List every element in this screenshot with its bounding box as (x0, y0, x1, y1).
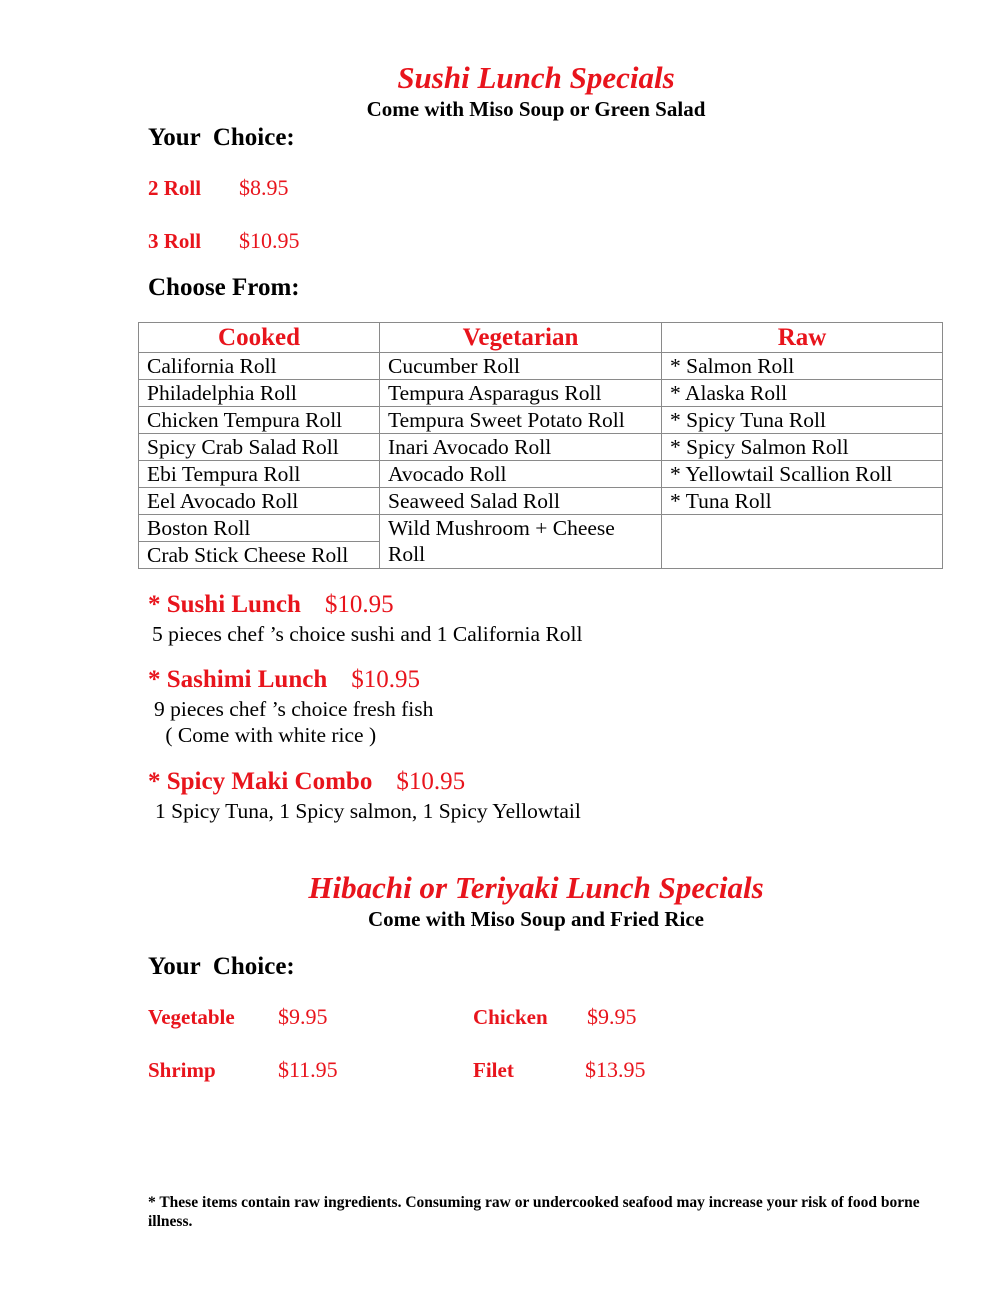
raw-item: * Alaska Roll (662, 380, 943, 407)
sushi-subtitle: Come with Miso Soup or Green Salad (366, 97, 706, 121)
raw-item: * Spicy Tuna Roll (662, 407, 943, 434)
cooked-item: Crab Stick Cheese Roll (139, 542, 380, 569)
cooked-item: Philadelphia Roll (139, 380, 380, 407)
price-label-vegetable: Vegetable (148, 1005, 235, 1029)
special-spicy-maki-combo (148, 768, 465, 796)
price-shrimp: $11.95 (278, 1057, 338, 1082)
special-price: $10.95 (351, 666, 420, 693)
price-label-3-roll: 3 Roll (148, 229, 202, 253)
table-header-row (139, 323, 943, 353)
price-label-filet: Filet (473, 1058, 514, 1082)
sushi-title: Sushi Lunch Specials (397, 60, 675, 95)
hibachi-choice-heading: Your Choice: (148, 953, 295, 980)
special-description-note: ( Come with white rice ) (160, 723, 377, 747)
table-row (139, 380, 943, 407)
hibachi-subtitle: Come with Miso Soup and Fried Rice (368, 907, 704, 931)
special-sashimi-lunch (148, 666, 420, 694)
cooked-item: Chicken Tempura Roll (139, 407, 380, 434)
special-name: * Sushi Lunch (148, 591, 301, 618)
raw-item: * Tuna Roll (662, 488, 943, 515)
raw-item: * Spicy Salmon Roll (662, 434, 943, 461)
table-row (139, 515, 943, 542)
vegetarian-item: Wild Mushroom + Cheese Roll (380, 515, 662, 569)
cooked-item: Spicy Crab Salad Roll (139, 434, 380, 461)
special-description: 1 Spicy Tuna, 1 Spicy salmon, 1 Spicy Yellowtail (155, 799, 581, 823)
vegetarian-item: Cucumber Roll (380, 353, 662, 380)
hibachi-title: Hibachi or Teriyaki Lunch Specials (308, 870, 764, 905)
special-price: $10.95 (396, 768, 466, 795)
table-row (139, 353, 943, 380)
vegetarian-item: Inari Avocado Roll (380, 434, 662, 461)
price-vegetable: $9.95 (278, 1004, 328, 1029)
roll-table (138, 322, 943, 569)
special-price: $10.95 (324, 591, 394, 618)
cooked-item: Eel Avocado Roll (139, 488, 380, 515)
raw-ingredients-footnote: * These items contain raw ingredients. Consuming raw or undercooked seafood may increase your risk of food borne illness. (148, 1194, 920, 1230)
price-3-roll: $10.95 (239, 228, 300, 253)
price-chicken: $9.95 (587, 1004, 637, 1029)
raw-empty-cell (662, 515, 943, 569)
price-2-roll: $8.95 (239, 175, 289, 200)
special-name: * Sashimi Lunch (148, 666, 328, 693)
table-row (139, 434, 943, 461)
column-header-vegetarian: Vegetarian (380, 323, 662, 353)
price-filet: $13.95 (585, 1057, 646, 1082)
raw-item: * Salmon Roll (662, 353, 943, 380)
choose-from-heading: Choose From: (148, 274, 300, 301)
vegetarian-item: Tempura Asparagus Roll (380, 380, 662, 407)
raw-item: * Yellowtail Scallion Roll (662, 461, 943, 488)
special-description: 5 pieces chef ’s choice sushi and 1 California Roll (152, 622, 583, 646)
cooked-item: Ebi Tempura Roll (139, 461, 380, 488)
table-row (139, 461, 943, 488)
special-sushi-lunch (148, 591, 394, 619)
cooked-item: California Roll (139, 353, 380, 380)
table-row (139, 488, 943, 515)
table-row (139, 407, 943, 434)
vegetarian-item: Tempura Sweet Potato Roll (380, 407, 662, 434)
special-name: * Spicy Maki Combo (148, 768, 373, 795)
vegetarian-item: Seaweed Salad Roll (380, 488, 662, 515)
column-header-cooked: Cooked (139, 323, 380, 353)
price-label-2-roll: 2 Roll (148, 176, 202, 200)
column-header-raw: Raw (662, 323, 943, 353)
vegetarian-item: Avocado Roll (380, 461, 662, 488)
price-label-chicken: Chicken (473, 1005, 548, 1029)
price-label-shrimp: Shrimp (148, 1058, 216, 1082)
sushi-choice-heading: Your Choice: (148, 124, 295, 151)
special-description: 9 pieces chef ’s choice fresh fish (154, 697, 434, 721)
cooked-item: Boston Roll (139, 515, 380, 542)
